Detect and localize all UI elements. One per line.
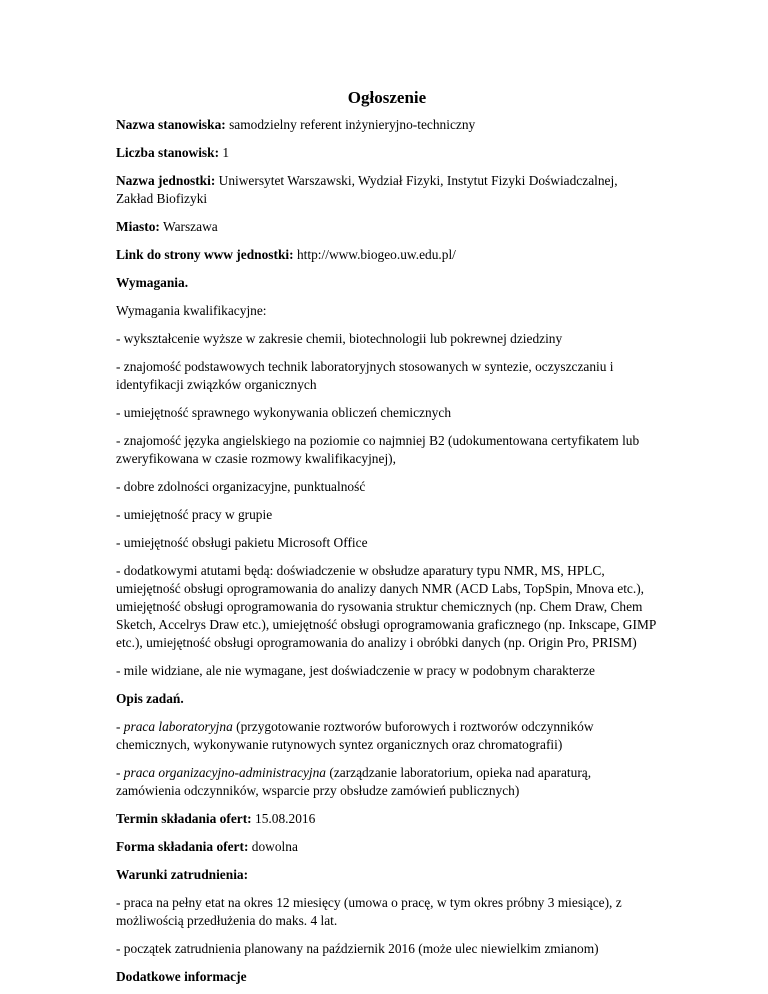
field-form [116, 838, 658, 856]
requirement-item: - mile widziane, ale nie wymagane, jest doświadczenie w pracy w podobnym charakterze [116, 663, 595, 678]
field-label: Nazwa stanowiska: [116, 117, 226, 132]
duty-description: (przygotowanie roztworów buforowych i roztworów odczynników chemicznych, wykonywanie rutynowych syntez organicznych oraz chromatografii) [116, 719, 594, 752]
duty-title: - praca laboratoryjna [116, 719, 233, 734]
requirement-item: - dobre zdolności organizacyjne, punktualność [116, 479, 366, 494]
duty-item [116, 718, 658, 754]
duty-title: - praca organizacyjno-administracyjna [116, 765, 327, 780]
field-label: Forma składania ofert: [116, 839, 249, 854]
field-deadline [116, 810, 658, 828]
requirement-item: - umiejętność sprawnego wykonywania obliczeń chemicznych [116, 405, 452, 420]
requirement-item: - wykształcenie wyższe w zakresie chemii, biotechnologii lub pokrewnej dziedziny [116, 331, 563, 346]
duties-heading: Opis zadań. [116, 691, 184, 706]
requirement-item: - dodatkowymi atutami będą: doświadczenie w obsłudze aparatury typu NMR, MS, HPLC, umiejętność obsługi oprogramowania do analizy danych NMR (ACD Labs, TopSpin, Mnova etc.), umiejętność obsługi oprogramowania do rysowania struktur chemicznych (np. Chem Draw, Chem Sketch, Accelrys Draw etc.), umiejętność obsługi oprogramowania graficznego (np. Inkscape, GIMP etc.), umiejętność obsługi oprogramowania do analizy i obróbki danych (np. Origin Pro, PRISM) [116, 563, 656, 650]
employment-item: - początek zatrudnienia planowany na październik 2016 (może ulec niewielkim zmianom) [116, 941, 599, 956]
requirement-item: - znajomość podstawowych technik laboratoryjnych stosowanych w syntezie, oczyszczaniu i identyfikacji związków organicznych [116, 359, 614, 392]
requirements-heading: Wymagania. [116, 275, 189, 290]
field-city [116, 218, 658, 236]
field-value: samodzielny referent inżynieryjno-techniczny [229, 117, 476, 132]
field-label: Link do strony www jednostki: [116, 247, 294, 262]
field-value: 15.08.2016 [255, 811, 316, 826]
field-label: Miasto: [116, 219, 160, 234]
requirement-item: - umiejętność pracy w grupie [116, 507, 273, 522]
field-label: Liczba stanowisk: [116, 145, 220, 160]
duty-item [116, 764, 658, 800]
requirement-item: - znajomość języka angielskiego na poziomie co najmniej B2 (udokumentowana certyfikatem lub zweryfikowana w czasie rozmowy kwalifikacyjnej), [116, 433, 640, 466]
duty-description: (zarządzanie laboratorium, opieka nad aparaturą, zamówienia odczynników, wsparcie przy obsłudze zamówień publicznych) [116, 765, 592, 798]
requirements-subheading: Wymagania kwalifikacyjne: [116, 303, 267, 318]
additional-heading: Dodatkowe informacje [116, 969, 247, 984]
requirement-item: - umiejętność obsługi pakietu Microsoft Office [116, 535, 368, 550]
field-position [116, 116, 658, 134]
field-unit [116, 172, 658, 208]
field-count [116, 144, 658, 162]
field-value: Warszawa [163, 219, 218, 234]
employment-heading: Warunki zatrudnienia: [116, 867, 249, 882]
field-label: Nazwa jednostki: [116, 173, 216, 188]
field-label: Termin składania ofert: [116, 811, 252, 826]
field-value: Uniwersytet Warszawski, Wydział Fizyki, Instytut Fizyki Doświadczalnej, Zakład Biofizyki [116, 173, 618, 206]
field-value: dowolna [251, 839, 298, 854]
field-link [116, 246, 658, 264]
page-title: Ogłoszenie [347, 88, 427, 107]
unit-website-link: http://www.biogeo.uw.edu.pl/ [296, 247, 456, 262]
employment-item: - praca na pełny etat na okres 12 miesięcy (umowa o pracę, w tym okres próbny 3 miesiące), z możliwością przedłużenia do maks. 4 lat. [116, 895, 622, 928]
field-value: 1 [222, 145, 230, 160]
